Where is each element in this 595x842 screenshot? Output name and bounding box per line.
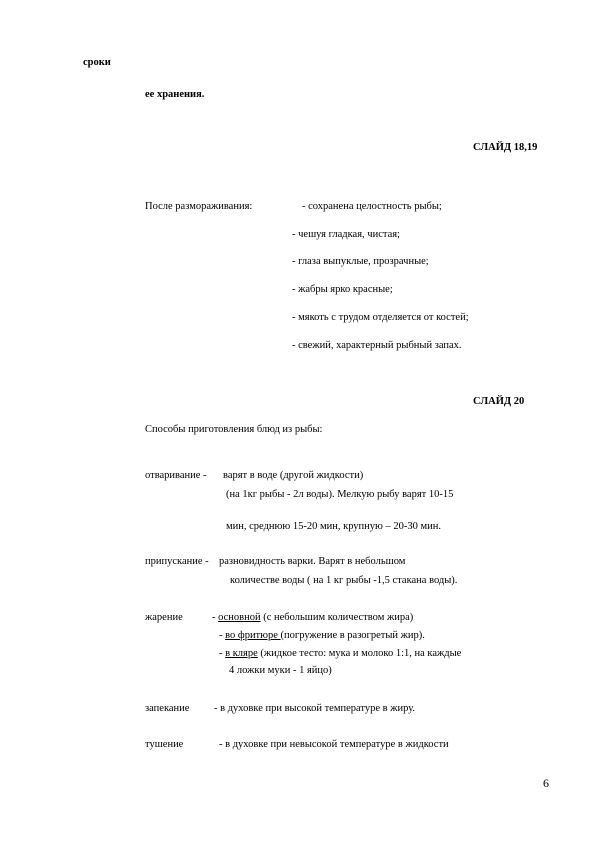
baking-term: запекание [145, 703, 190, 714]
frying-item-2-dash: - [219, 630, 226, 641]
frying-item-2-text: (погружение в разогретый жир). [280, 630, 425, 641]
thawing-intro: После размораживания: [145, 201, 253, 212]
frying-item-1 [212, 612, 413, 625]
stewing-text: - в духовке при невысокой температуре в жидкости [219, 739, 449, 750]
frying-item-1-term: основной [218, 612, 261, 623]
stewing-term: тушение [145, 739, 184, 750]
slide-label-18-19: СЛАЙД 18,19 [473, 142, 538, 153]
poaching-line-1: разновидность варки. Варят в небольшом [219, 556, 406, 567]
boiling-line-2: (на 1кг рыбы - 2л воды). Мелкую рыбу варят 10-15 [226, 489, 454, 500]
thawing-item-4: - жабры ярко красные; [292, 284, 393, 295]
frying-item-2-term: во фритюре [225, 630, 281, 641]
frying-item-1-text: (с небольшим количеством жира) [260, 612, 414, 623]
baking-text: - в духовке при высокой температуре в жиру. [214, 703, 416, 714]
frying-term: жарение [145, 612, 183, 623]
page-number: 6 [543, 776, 549, 790]
thawing-item-1: - сохранена целостность рыбы; [302, 201, 442, 212]
header-line-2: ее хранения. [145, 89, 205, 100]
methods-intro: Способы приготовления блюд из рыбы: [145, 424, 323, 435]
thawing-item-5: - мякоть с трудом отделяется от костей; [292, 312, 469, 323]
frying-item-1-dash: - [212, 612, 219, 623]
frying-item-3-text: (жидкое тесто: мука и молоко 1:1, на каждые [257, 648, 462, 659]
boiling-term: отваривание - [145, 470, 207, 481]
frying-item-3-term: в кляре [225, 648, 258, 659]
frying-item-3-line-2: 4 ложки муки - 1 яйцо) [229, 665, 332, 676]
boiling-line-3: мин, среднюю 15-20 мин, крупную – 20-30 мин. [226, 521, 442, 532]
thawing-item-6: - свежий, характерный рыбный запах. [292, 340, 462, 351]
slide-label-20: СЛАЙД 20 [473, 396, 525, 407]
thawing-item-3: - глаза выпуклые, прозрачные; [292, 256, 429, 267]
boiling-line-1: варят в воде (другой жидкости) [223, 470, 364, 481]
thawing-item-2: - чешуя гладкая, чистая; [292, 229, 400, 240]
frying-item-3 [219, 648, 461, 661]
poaching-line-2: количестве воды ( на 1 кг рыбы -1,5 стакана воды). [230, 575, 458, 586]
poaching-term: припускание - [145, 556, 209, 567]
header-line-1: сроки [83, 57, 111, 68]
frying-item-2 [219, 630, 425, 643]
frying-item-3-dash: - [219, 648, 226, 659]
